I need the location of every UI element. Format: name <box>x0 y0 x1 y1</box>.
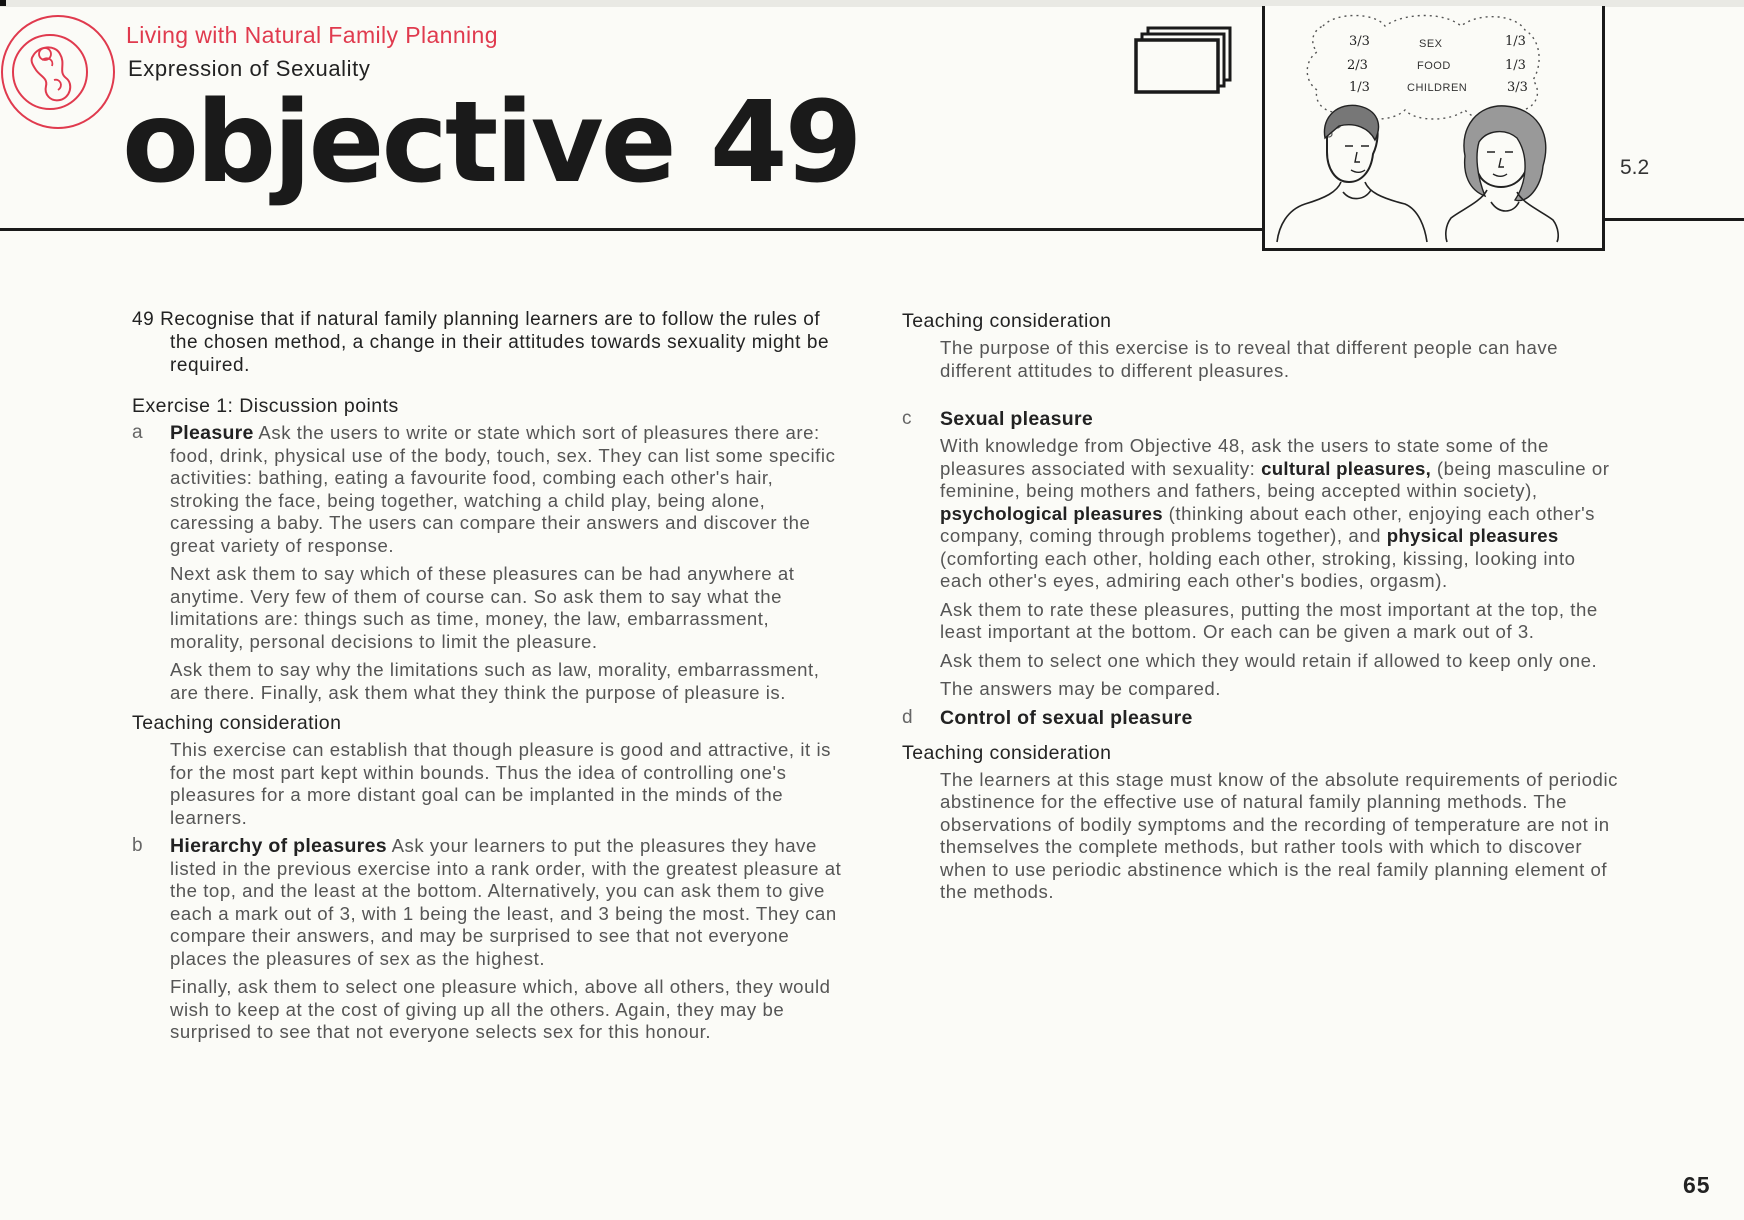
fraction-left-children: 1/3 <box>1349 80 1370 95</box>
fraction-left-food: 2/3 <box>1347 58 1368 73</box>
teaching-heading-left: Teaching consideration <box>132 712 342 734</box>
item-c-text-4: (comforting each other, holding each other, stroking, kissing, looking into each other's eyes, admiring each other's bodies, orgasm). <box>940 547 1576 591</box>
objective-statement: 49 Recognise that if natural family planning learners are to follow the rules of the chosen method, a change in their attitudes towards sexuality might be required. <box>132 309 830 376</box>
corner-mark <box>0 0 6 6</box>
item-c-paragraph <box>940 435 1622 593</box>
item-a-text: Ask the users to write or state which sort of pleasures there are: food, drink, physical use of the body, touch, sex. They can list some specific activities: bathing, eating a favourite food, combing each other's hair, stroking the face, being together, watching a child play, being alone, caressing a baby. The users can compare their answers and discover the great variety of response. <box>170 422 836 556</box>
teaching-text-right-2: The learners at this stage must know of the absolute requirements of periodic abstinence for the effective use of natural family planning methods. The observations of bodily symptoms and the recording of temperature are not in themselves the complete methods, but rather tools with which to discover when to use periodic abstinence which is the real family planning element of the methods. <box>940 768 1618 902</box>
bubble-label-children: CHILDREN <box>1407 82 1468 94</box>
item-d-title: Control of sexual pleasure <box>940 706 1193 729</box>
item-c-para3: Ask them to select one which they would retain if allowed to keep only one. <box>940 649 1598 671</box>
item-b-para2: Finally, ask them to select one pleasure which, above all others, they would wish to keep at the cost of giving up all the others. Again, they may be surprised to see that not everyone selects sex for this honour. <box>170 976 831 1042</box>
item-c-letter: c <box>902 408 912 429</box>
teaching-heading-right-1: Teaching consideration <box>902 310 1112 332</box>
item-b <box>132 835 842 1044</box>
page-number: 65 <box>1683 1172 1711 1198</box>
item-a-para2: Next ask them to say which of these pleasures can be had anywhere at anytime. Very few of them of course can. So ask them to say what the limitations are: things such as time, money, the law, embarrassment, morality, personal decisions to limit the pleasure. <box>170 563 795 652</box>
item-c-para2: Ask them to rate these pleasures, putting the most important at the top, the least important at the bottom. Or each can be given a mark out of 3. <box>940 598 1598 642</box>
item-a-para3: Ask them to say why the limitations such as law, morality, embarrassment, are there. Finally, ask them what they think the purpose of pleasure is. <box>170 659 820 703</box>
objective-heading: objective 49 <box>122 78 860 208</box>
physical-pleasures-term: physical pleasures <box>1386 525 1559 546</box>
section-title: Expression of Sexuality <box>128 56 371 81</box>
item-a-paragraph <box>170 422 842 557</box>
left-column <box>132 308 842 1044</box>
header-rule <box>0 228 1264 231</box>
item-b-letter: b <box>132 835 143 856</box>
item-b-title: Hierarchy of pleasures <box>170 835 387 857</box>
series-title: Living with Natural Family Planning <box>126 22 498 48</box>
item-d-letter: d <box>902 706 913 728</box>
item-a-letter: a <box>132 422 143 443</box>
section-number: 5.2 <box>1620 156 1650 179</box>
fraction-right-food: 1/3 <box>1505 58 1526 73</box>
item-a-title: Pleasure <box>170 422 254 444</box>
exercise-heading: Exercise 1: Discussion points <box>132 395 399 417</box>
teaching-text-left: This exercise can establish that though pleasure is good and attractive, it is for the most part kept within bounds. Thus the idea of controlling one's pleasures for a more distant goal can be implanted in the minds of the learners. <box>170 739 831 828</box>
couple-illustration <box>1262 6 1605 251</box>
item-c-para4: The answers may be compared. <box>940 678 1221 699</box>
item-a <box>132 422 842 704</box>
teaching-text-right-1: The purpose of this exercise is to reveal that different people can have different attitudes to different pleasures. <box>940 337 1559 381</box>
teaching-heading-right-2: Teaching consideration <box>902 741 1112 764</box>
bubble-label-food: FOOD <box>1417 60 1451 72</box>
item-c-text-2: (being masculine or feminine, being mothers and fathers, being accepted within society), <box>940 457 1610 501</box>
item-c-title: Sexual pleasure <box>940 408 1093 430</box>
cultural-pleasures-term: cultural pleasures, <box>1261 457 1432 479</box>
item-c-text-3: (thinking about each other, enjoying each other's company, coming through problems together), and <box>940 502 1596 546</box>
item-c-text-1: With knowledge from Objective 48, ask the users to state some of the pleasures associated with sexuality: <box>940 435 1549 479</box>
item-b-text: Ask your learners to put the pleasures they have listed in the previous exercise into a rank order, with the greatest pleasure at the top, and the least at the bottom. Alternatively, you can ask them to give each a mark out of 3, with 1 being the least, and 3 being the most. They can compare their answers, and may be surprised to see that not everyone places the pleasures of sex as the highest. <box>170 835 842 969</box>
item-b-paragraph <box>170 835 842 970</box>
item-d <box>902 707 1622 730</box>
fraction-left-sex: 3/3 <box>1349 34 1370 49</box>
cards-icon <box>1134 26 1244 96</box>
header-rule-right <box>1603 218 1744 221</box>
bubble-label-sex: SEX <box>1419 38 1443 50</box>
psychological-pleasures-term: psychological pleasures <box>940 502 1163 524</box>
fraction-right-children: 3/3 <box>1507 80 1528 95</box>
right-column <box>902 310 1622 904</box>
item-c <box>902 408 1622 701</box>
fraction-right-sex: 1/3 <box>1505 34 1526 49</box>
nfp-logo-icon <box>0 14 116 130</box>
